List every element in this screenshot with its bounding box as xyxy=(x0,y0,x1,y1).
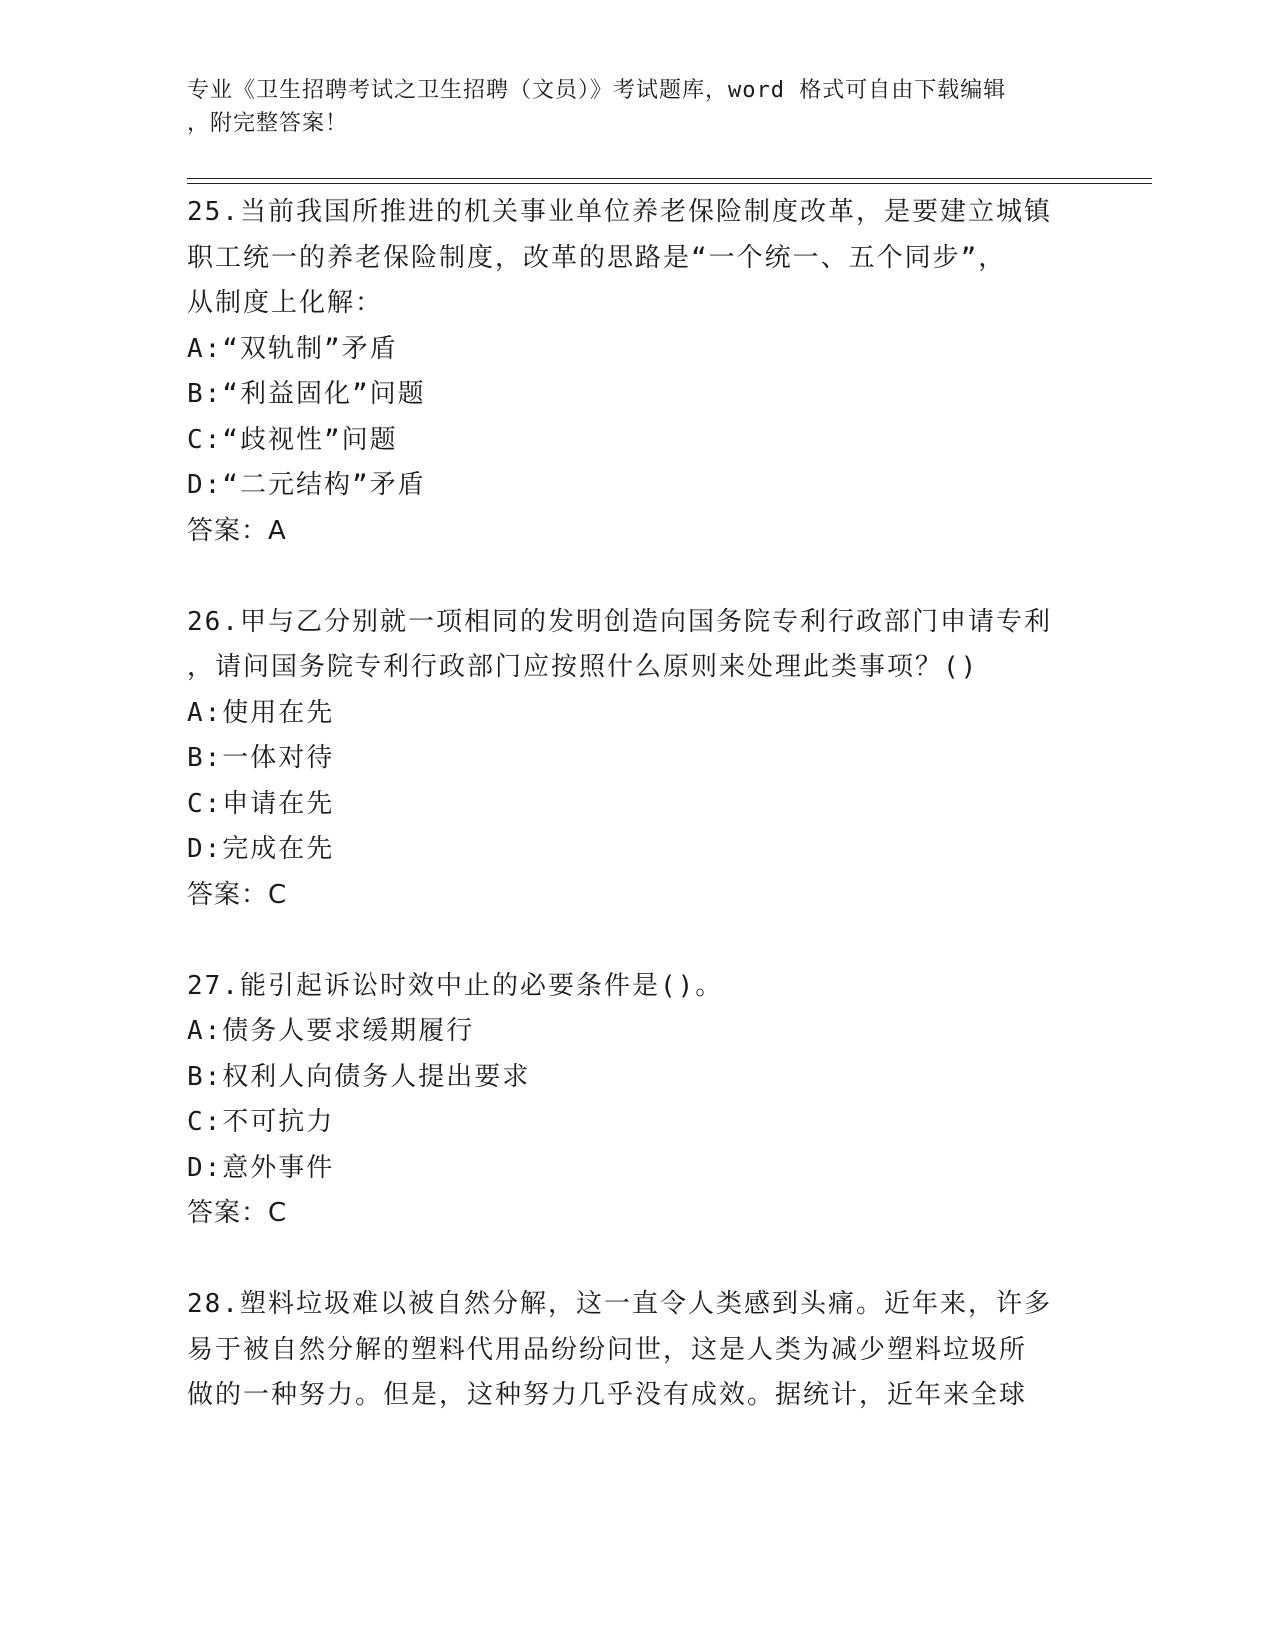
option-b: B:权利人向债务人提出要求 xyxy=(187,1061,531,1092)
question-stem-line: 27.能引起诉讼时效中止的必要条件是()。 xyxy=(187,970,724,1001)
question-stem-line: 职工统一的养老保险制度，改革的思路是“一个统一、五个同步”， xyxy=(187,242,1007,273)
header-divider-bottom xyxy=(187,183,1152,184)
question-stem-line: ，请问国务院专利行政部门应按照什么原则来处理此类事项？() xyxy=(187,652,979,682)
option-c: C:不可抗力 xyxy=(187,1107,335,1137)
question-stem-line: 从制度上化解： xyxy=(187,288,384,318)
answer-line: 答案：C xyxy=(187,879,288,910)
spacer xyxy=(187,918,1087,964)
question-25 xyxy=(187,190,1087,554)
document-header xyxy=(187,74,1067,140)
option-a: A:债务人要求缓期履行 xyxy=(187,1016,475,1046)
option-c: C:申请在先 xyxy=(187,788,335,819)
header-line-1: 专业《卫生招聘考试之卫生招聘（文员）》考试题库，word 格式可自由下载编辑 xyxy=(187,78,1007,103)
option-d: D:意外事件 xyxy=(187,1152,335,1183)
question-27 xyxy=(187,964,1087,1237)
question-list xyxy=(187,190,1087,1419)
question-stem-line: 28.塑料垃圾难以被自然分解，这一直令人类感到头痛。近年来，许多 xyxy=(187,1289,1052,1319)
option-a: A:“双轨制”矛盾 xyxy=(187,333,398,364)
answer-line: 答案：A xyxy=(187,515,287,546)
question-stem-line: 做的一种努力。但是，这种努力几乎没有成效。据统计，近年来全球 xyxy=(187,1380,1028,1410)
option-d: D:完成在先 xyxy=(187,834,335,864)
option-b: B:“利益固化”问题 xyxy=(187,379,426,409)
question-28 xyxy=(187,1282,1087,1419)
option-b: B:一体对待 xyxy=(187,743,335,773)
answer-line: 答案：C xyxy=(187,1198,288,1228)
option-a: A:使用在先 xyxy=(187,697,335,728)
option-d: D:“二元结构”矛盾 xyxy=(187,470,426,500)
header-divider-top xyxy=(187,178,1152,179)
spacer xyxy=(187,1237,1087,1283)
header-line-2: ，附完整答案！ xyxy=(187,111,349,136)
question-stem-line: 26.甲与乙分别就一项相同的发明创造向国务院专利行政部门申请专利 xyxy=(187,606,1052,637)
question-stem-line: 25.当前我国所推进的机关事业单位养老保险制度改革，是要建立城镇 xyxy=(187,197,1052,227)
question-stem-line: 易于被自然分解的塑料代用品纷纷问世，这是人类为减少塑料垃圾所 xyxy=(187,1334,1028,1365)
option-c: C:“歧视性”问题 xyxy=(187,424,398,455)
spacer xyxy=(187,554,1087,600)
question-26 xyxy=(187,600,1087,919)
